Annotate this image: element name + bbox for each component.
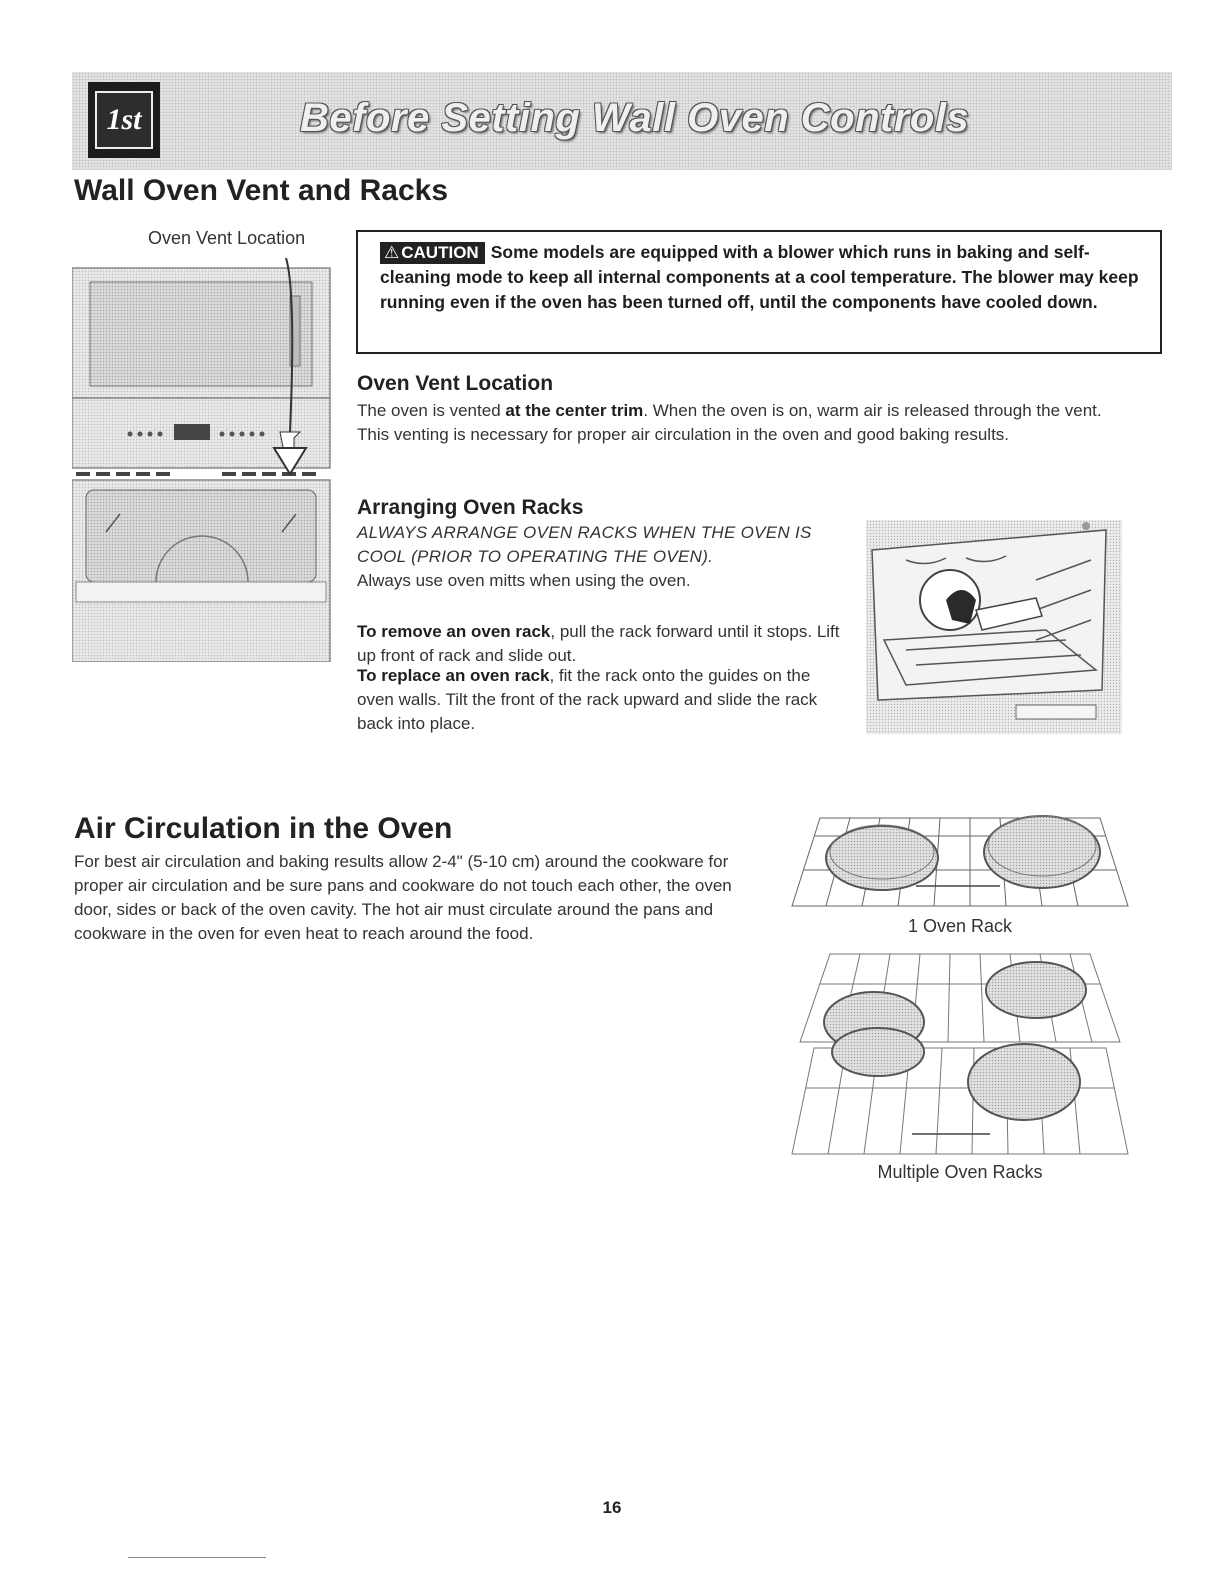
one-rack-caption: 1 Oven Rack	[907, 916, 1013, 936]
footer-rule	[128, 1557, 266, 1558]
step-badge-text: 1st	[95, 91, 153, 149]
oven-mitts-note: Always use oven mitts when using the oven.	[357, 571, 691, 590]
rack-removal-illustration	[866, 520, 1122, 734]
section-title: Wall Oven Vent and Racks	[74, 174, 449, 207]
vent-paragraph: The oven is vented at the center trim. When the oven is on, warm air is released through the vent. This venting is necessary for proper air circulation in the oven and good baking results.	[357, 401, 1102, 444]
racks-heading: Arranging Oven Racks	[357, 496, 584, 519]
vent-figure-caption: Oven Vent Location	[148, 228, 306, 248]
caution-message: Some models are equipped with a blower which runs in baking and self-cleaning mode to keep all internal components at a cool temperature. The blower may keep running even if the oven has been turned off, until the components have cooled down.	[380, 242, 1139, 312]
multiple-racks-caption: Multiple Oven Racks	[877, 1162, 1043, 1182]
page-number: 16	[602, 1498, 622, 1517]
remove-rack-instructions: To remove an oven rack, pull the rack forward until it stops. Lift up front of rack and slide out.	[357, 622, 840, 665]
wall-oven-illustration	[72, 252, 332, 662]
step-badge	[88, 82, 160, 158]
caution-label: ⚠ CAUTION	[380, 242, 485, 264]
warning-triangle-icon: ⚠	[384, 243, 400, 262]
one-rack-illustration	[790, 810, 1130, 918]
vent-heading: Oven Vent Location	[357, 372, 554, 395]
replace-rack-instructions: To replace an oven rack, fit the rack onto the guides on the oven walls. Tilt the front of the rack upward and slide the rack back into place.	[357, 666, 818, 733]
caution-box	[356, 230, 1162, 354]
air-circulation-paragraph: For best air circulation and baking results allow 2-4" (5-10 cm) around the cookware for proper air circulation and be sure pans and cookware do not touch each other, the oven door, sides or back of the oven cavity. The hot air must circulate around the pans and cookware in the oven for even heat to reach around the food.	[74, 852, 732, 943]
racks-warning: ALWAYS ARRANGE OVEN RACKS WHEN THE OVEN IS COOL (PRIOR TO OPERATING THE OVEN).	[357, 523, 812, 566]
page-header-title: Before Setting Wall Oven Controls	[300, 96, 970, 140]
air-circulation-title: Air Circulation in the Oven	[74, 812, 453, 845]
multiple-racks-illustration	[790, 948, 1130, 1158]
